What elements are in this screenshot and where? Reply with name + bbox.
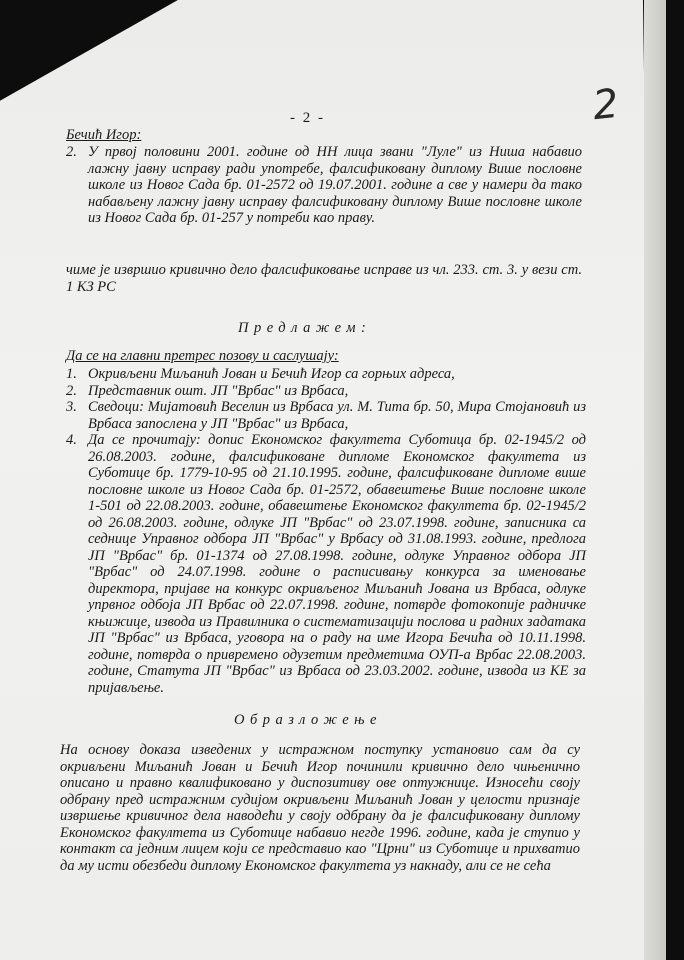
accused-item-text: У првој половини 2001. године од НН лица звани "Луле" из Ниша набавио лажну јавну исправу ради употребе, фалсификовану диплому Више пословне школе из Новог Сада бр. 01-2572 од 19.07.2001. године а све у намери да тако набављену лажну јавну исправу фалсификовану диплому Више пословне школе из Новог Сада бр. 01-257 у потреби као праву.: [88, 144, 582, 226]
proposal-list: [66, 366, 586, 696]
proposal-intro: Да се на главни претрес позову и саслушају:: [66, 348, 339, 364]
handwritten-page-mark: 2: [590, 80, 621, 130]
proposal-item: 3. Сведоци: Мијатовић Веселин из Врбаса ул. М. Тита бр. 50, Мира Стојановић из Врбаса запослена у ЈП "Врбас" из Врбаса,: [66, 399, 586, 432]
proposal-item: 4. Да се прочитају: допис Економског факултета Суботица бр. 02-1945/2 од 26.08.2003. године, фалсификоване дипломе Економског факултета из Суботице бр. 1779-10-95 од 21.10.1995. године, фалсификоване дипломе више пословне школе из Новог Сада бр. 01-2572, обавештење Више пословне школе 1-501 од 22.08.2003. године, обавештење Економског факултета бр. 02-1945/2 од 26.08.2003. године, одлуке ЈП "Врбас" од 23.07.1998. године, записника са седнице Управног одбора ЈП "Врбас" у Врбасу од 31.08.1993. године, предлога ЈП "Врбас" бр. 01-1374 од 27.08.1998. године, одлуке Управног одбора ЈП "Врбас" од 24.07.1998. године о расписивању конкурса за именовање директора, пријаве на конкурс окривљеног Миљанић Јована из Врбаса, одлуке упрвног одбоја ЈП Врбас од 22.07.1998. године, потврде фотокопије радничке књижице, извода из Правилника о систематизацији послова и радних задатака ЈП "Врбас" из Врбаса, уговора на о раду на име Игора Бечића од 10.11.1998. године, потврда о привремено одузетим предметима ОУП-а Врбас 22.08.2003. године, Статута ЈП "Врбас" из Врбаса од 23.03.2002. године, извода из КЕ за пријављење.: [66, 432, 586, 696]
offense-text: чиме је извршио кривично дело фалсификовање исправе из чл. 233. ст. 3. у вези ст. 1 КЗ РС: [66, 262, 582, 295]
proposal-heading: Предлажем:: [238, 320, 372, 336]
accused-item: [66, 144, 582, 227]
accused-name: Бечић Игор:: [66, 127, 142, 143]
page-edge-shadow: [644, 0, 666, 960]
reasoning-text: На основу доказа изведених у истражном поступку установио сам да су окривљени Миљанић Јован и Бечић Игор починили кривично дело чињенично описано и правно квалификовано у диспозитиву ове оптужнице. Износећи своју одбрану пред истражним судијом окривљени Миљанић Јован у целости признаје извршење кривичног дела наводећи у своју одбрану да је фалсификовану диплому Економског факултета из Суботице набавио негде 1996. године, када је ступио у контакт са једним лицем који се представио као "Црни" из Суботице и прихватио да му исти обезбеди диплому Економског факултета уз накнаду, али се не сећа: [60, 742, 580, 874]
proposal-item: 1. Окривљени Миљанић Јован и Бечић Игор са горњих адреса,: [66, 366, 455, 382]
proposal-item: 2. Представник ошт. ЈП "Врбас" из Врбаса,: [66, 382, 349, 399]
accused-item-number: 2.: [66, 144, 77, 160]
reasoning-heading: Образложење: [234, 712, 382, 728]
page-number: - 2 -: [290, 110, 325, 126]
